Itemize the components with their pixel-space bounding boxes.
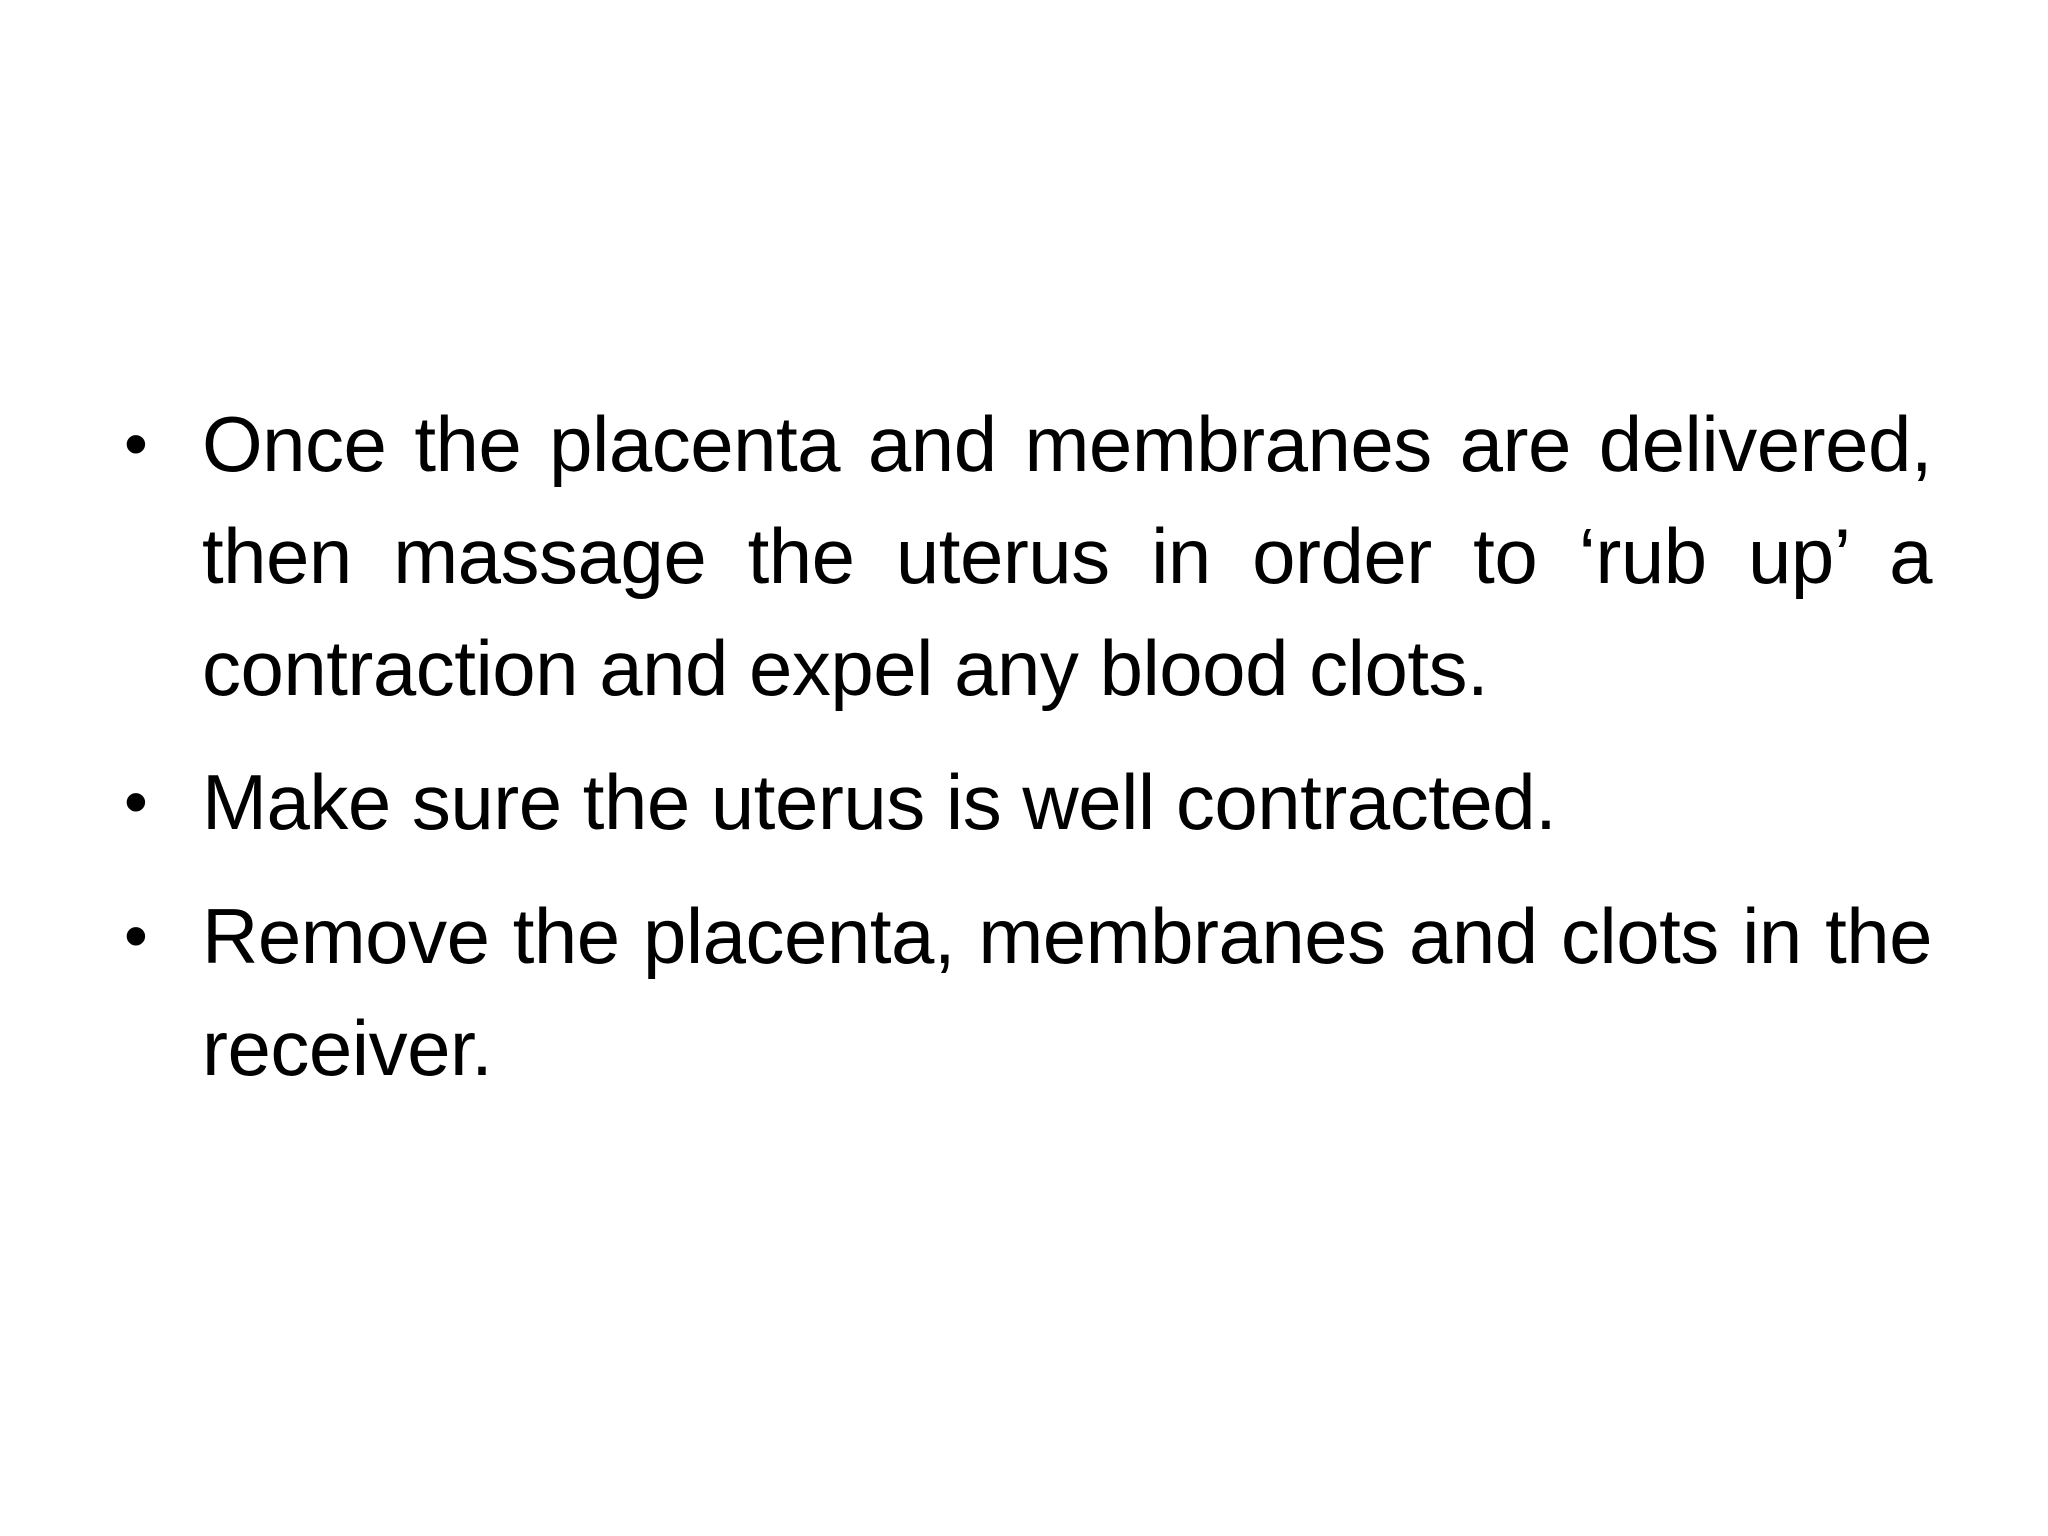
list-item [120,880,1932,1104]
bullet-text: Once the placenta and membranes are delivered, then massage the uterus in order to ‘rub up’ a contraction and expel any blood clots. [202,400,1932,712]
list-item [120,388,1932,724]
bullet-text: Make sure the uterus is well contracted. [202,758,1557,846]
bullet-marker-icon: • [124,764,148,840]
bullet-marker-icon: • [124,898,148,974]
slide-body [120,388,1932,1126]
bullet-marker-icon: • [124,406,148,482]
bullet-text: Remove the placenta, membranes and clots in the receiver. [202,892,1932,1092]
bullet-list [120,388,1932,1104]
list-item [120,746,1932,858]
